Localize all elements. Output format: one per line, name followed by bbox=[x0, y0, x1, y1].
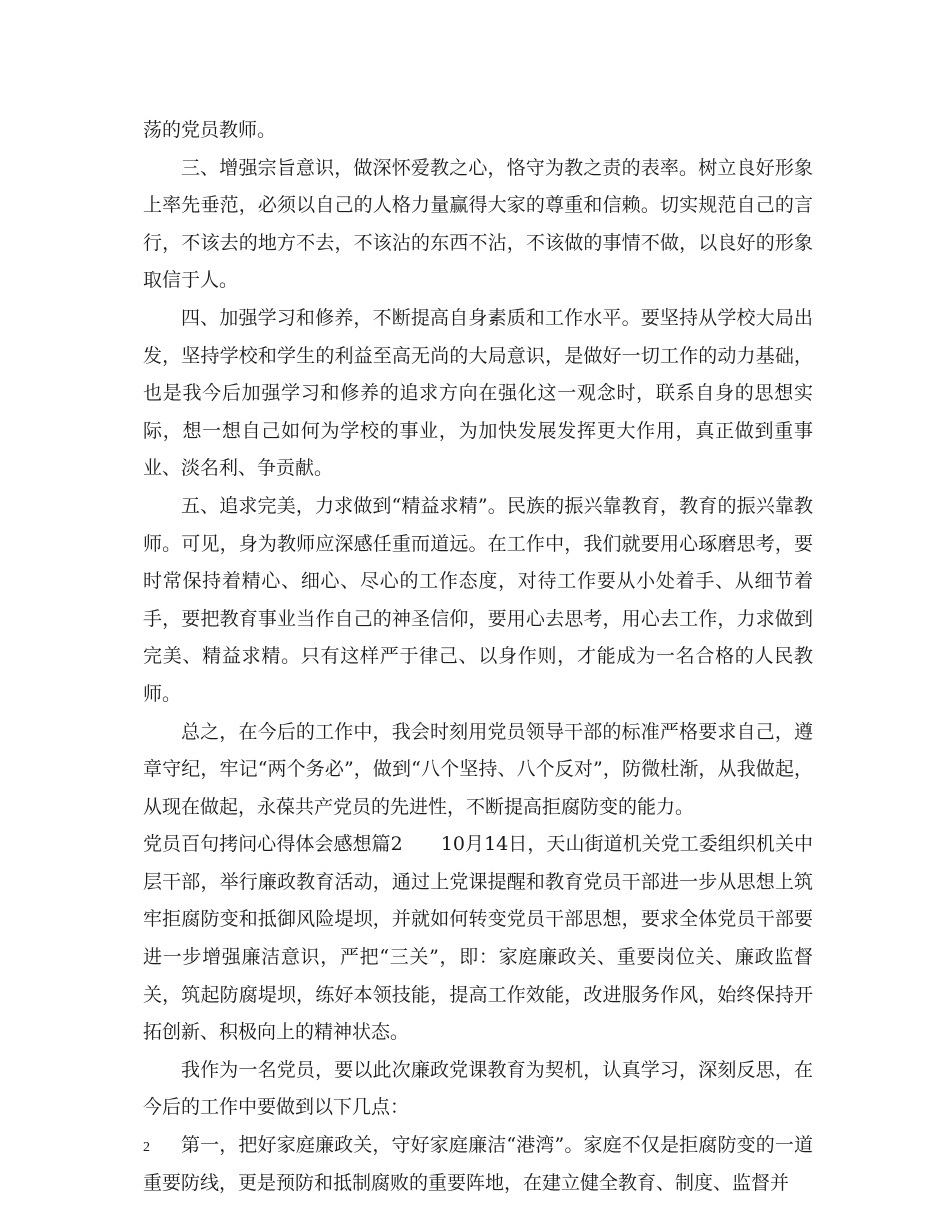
paragraph-commitment: 我作为一名党员，要以此次廉政党课教育为契机，认真学习，深刻反思，在今后的工作中要做到以下几点： bbox=[143, 1058, 813, 1119]
paragraph-point-four: 四、加强学习和修养，不断提高自身素质和工作水平。要坚持从学校大局出发，坚持学校和学生的利益至高无尚的大局意识，是做好一切工作的动力基础，也是我今后加强学习和修养的追求方向在强化这一观念时，联系自身的思想实际，想一想自己如何为学校的事业，为加快发展发挥更大作用，真正做到重事业、淡名利、争贡献。 bbox=[143, 306, 813, 480]
paragraph-point-three: 三、增强宗旨意识，做深怀爱教之心，恪守为教之责的表率。树立良好形象上率先垂范，必须以自己的人格力量赢得大家的尊重和信赖。切实规范自己的言行，不该去的地方不去，不该沾的东西不沾，不该做的事情不做，以良好的形象取信于人。 bbox=[143, 156, 813, 292]
document-body bbox=[143, 112, 813, 1202]
paragraph-point-five: 五、追求完美，力求做到“精益求精”。民族的振兴靠教育，教育的振兴靠教师。可见，身为教师应深感任重而道远。在工作中，我们就要用心琢磨思考，要时常保持着精心、细心、尽心的工作态度，对待工作要从小处着手、从细节着手，要把教育事业当作自己的神圣信仰，要用心去思考，用心去工作，力求做到完美、精益求精。只有这样严于律己、以身作则，才能成为一名合格的人民教师。 bbox=[143, 494, 813, 705]
page-number: 2 bbox=[143, 1140, 150, 1155]
paragraph-article-two-intro: 党员百句拷问心得体会感想篇2 10月14日，天山街道机关党工委组织机关中层干部，举行廉政教育活动，通过上党课提醒和教育党员干部进一步从思想上筑牢拒腐防变和抵御风险堤坝，并就如何转变党员干部思想，要求全体党员干部要进一步增强廉洁意识，严把“三关”，即：家庭廉政关、重要岗位关、廉政监督关，筑起防腐堤坝，练好本领技能，提高工作效能，改进服务作风，始终保持开拓创新、积极向上的精神状态。 bbox=[143, 833, 813, 1044]
paragraph-continuation: 荡的党员教师。 bbox=[143, 119, 277, 141]
paragraph-first-point: 第一，把好家庭廉政关，守好家庭廉洁“港湾”。家庭不仅是拒腐防变的一道重要防线，更是预防和抵制腐败的重要阵地，在建立健全教育、制度、监督并 bbox=[143, 1134, 813, 1194]
paragraph-conclusion: 总之，在今后的工作中，我会时刻用党员领导干部的标准严格要求自己，遵章守纪，牢记“两个务必”，做到“八个坚持、八个反对”，防微杜渐，从我做起，从现在做起，永葆共产党员的先进性，不断提高拒腐防变的能力。 bbox=[143, 720, 813, 818]
